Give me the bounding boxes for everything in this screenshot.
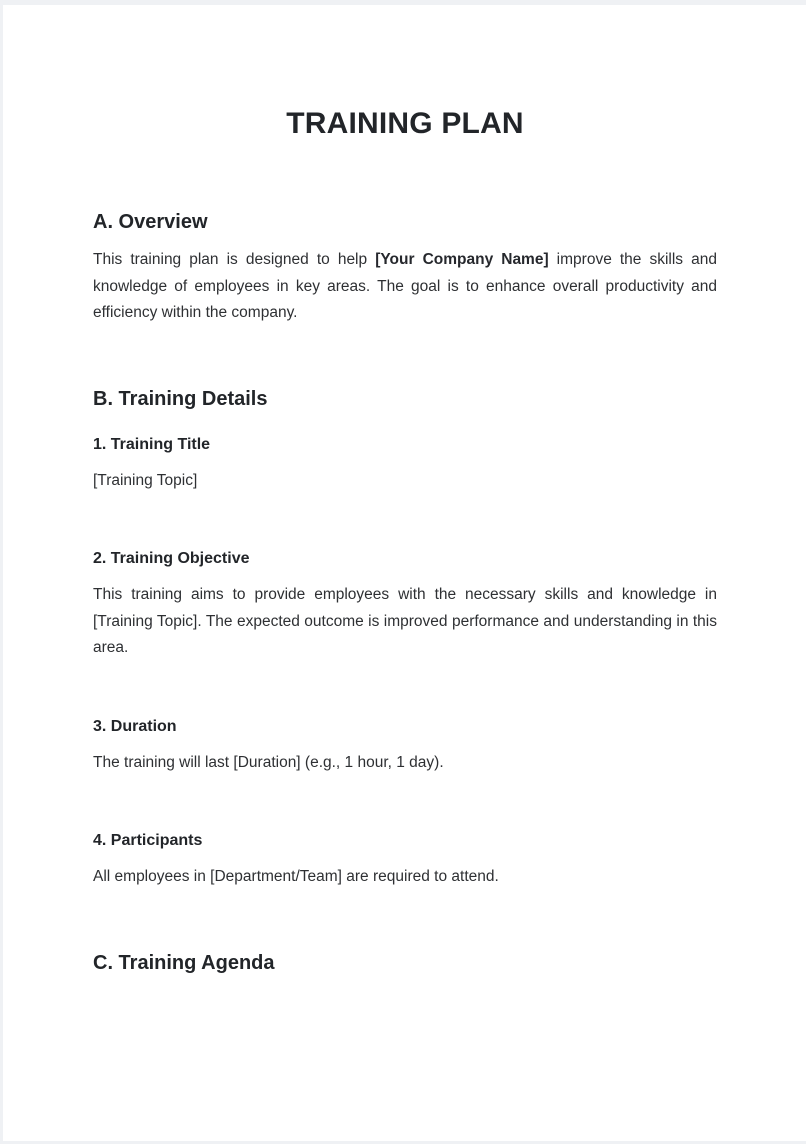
section-overview-heading: A. Overview <box>93 211 208 233</box>
training-topic-placeholder: [Training Topic] <box>93 471 198 489</box>
document-page <box>3 5 806 1141</box>
subsection-participants-heading: 4. Participants <box>93 832 203 849</box>
overview-text-after: improve the skills and knowledge of employees in key areas. The goal is to enhance overall productivity and efficiency within the company. <box>93 251 717 321</box>
subsection-training-objective-heading: 2. Training Objective <box>93 550 250 567</box>
training-objective-paragraph: This training aims to provide employees with the necessary skills and knowledge in [Training Topic]. The expected outcome is improved performance and understanding in this area. <box>93 586 717 656</box>
subsection-duration-heading: 3. Duration <box>93 717 177 735</box>
section-training-agenda-heading: C. Training Agenda <box>93 951 275 974</box>
overview-text-before: This training plan is designed to help <box>93 251 376 268</box>
document-content <box>3 104 806 976</box>
section-training-details-heading: B. Training Details <box>93 387 268 410</box>
document-title: TRAINING PLAN <box>286 107 524 140</box>
overview-paragraph <box>93 247 717 327</box>
duration-paragraph: The training will last [Duration] (e.g., 1 hour, 1 day). <box>93 753 444 771</box>
company-name-placeholder: [Your Company Name] <box>375 251 549 268</box>
subsection-training-title-heading: 1. Training Title <box>93 435 211 453</box>
participants-paragraph: All employees in [Department/Team] are required to attend. <box>93 868 499 885</box>
